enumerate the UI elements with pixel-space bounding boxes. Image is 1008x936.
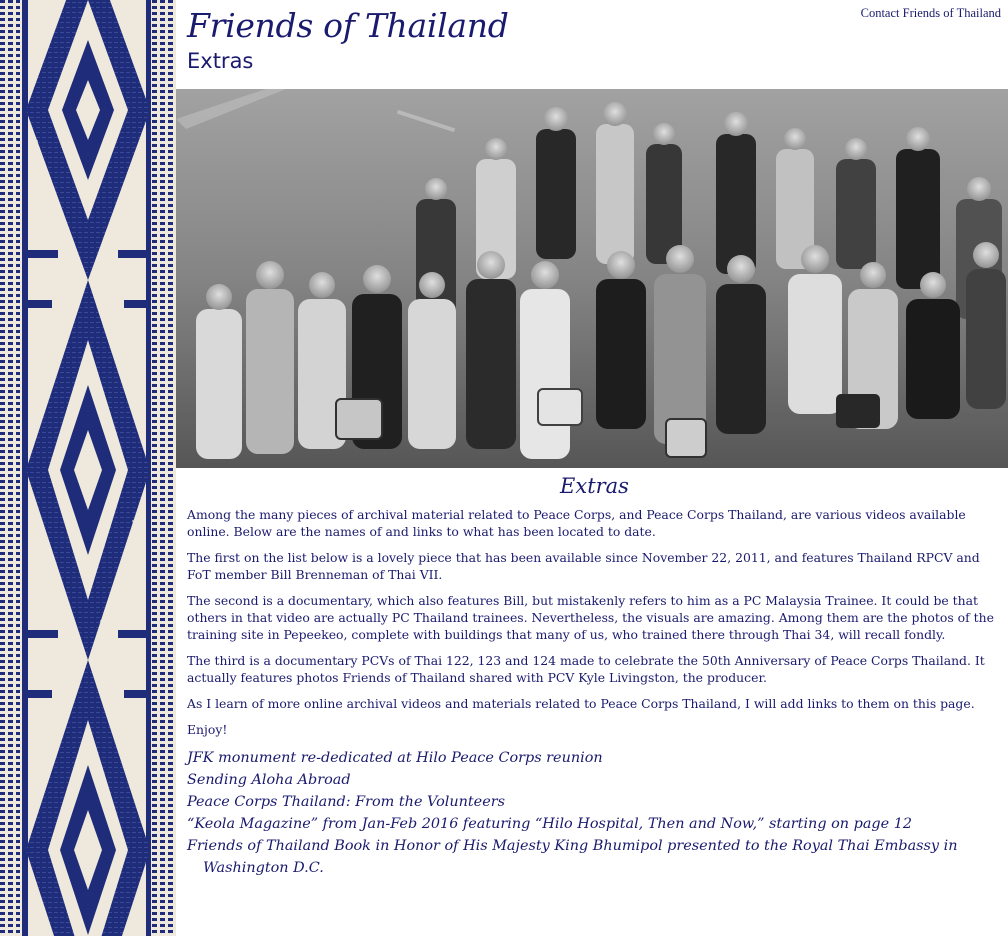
intro-paragraph: Among the many pieces of archival material related to Peace Corps, and Peace Corps Thailand, are various videos available online. Below are the names of and links to what has been located to date.	[187, 507, 966, 539]
site-title: Friends of Thailand	[187, 6, 509, 45]
link-jfk-monument[interactable]: JFK monument re-dedicated at Hilo Peace Corps reunion	[187, 750, 603, 766]
link-sending-aloha-abroad[interactable]: Sending Aloha Abroad	[187, 772, 351, 788]
third-video-paragraph: The third is a documentary PCVs of Thai 122, 123 and 124 made to celebrate the 50th Anniversary of Peace Corps Thailand. It actually features photos Friends of Thailand shared with PCV Kyle Livingston, the producer.	[187, 653, 985, 685]
future-links-paragraph: As I learn of more online archival videos and materials related to Peace Corps Thailand, I will add links to them on this page.	[187, 696, 975, 711]
second-video-paragraph: The second is a documentary, which also features Bill, but mistakenly refers to him as a PC Malaysia Trainee. It could be that others in that video are actually PC Thailand trainees. Nevertheless, the visuals are amazing. Among them are the photos of the training site in Pepeekeo, complete with buildings that many of us, who trained there through Thai 34, will recall fondly.	[187, 593, 994, 642]
enjoy-paragraph: Enjoy!	[187, 722, 228, 737]
section-heading: Extras	[560, 474, 629, 498]
first-video-paragraph: The first on the list below is a lovely piece that has been available since November 22, 2011, and features Thailand RPCV and FoT member Bill Brenneman of Thai VII.	[187, 550, 980, 582]
page-subtitle: Extras	[187, 49, 254, 73]
group-photo	[176, 89, 1008, 468]
link-king-bhumipol-book[interactable]: Friends of Thailand Book in Honor of His Majesty King Bhumipol presented to the Royal Thai Embassy in Washington D.C.	[187, 838, 958, 876]
contact-link[interactable]: Contact Friends of Thailand	[860, 6, 1001, 20]
link-keola-magazine[interactable]: “Keola Magazine” from Jan-Feb 2016 featuring “Hilo Hospital, Then and Now,” starting on page 12	[187, 816, 913, 832]
main-content	[187, 474, 1002, 879]
archival-links-list	[187, 747, 1002, 879]
link-pc-thailand-volunteers[interactable]: Peace Corps Thailand: From the Volunteers	[187, 794, 505, 810]
textile-banner-image	[0, 0, 176, 936]
